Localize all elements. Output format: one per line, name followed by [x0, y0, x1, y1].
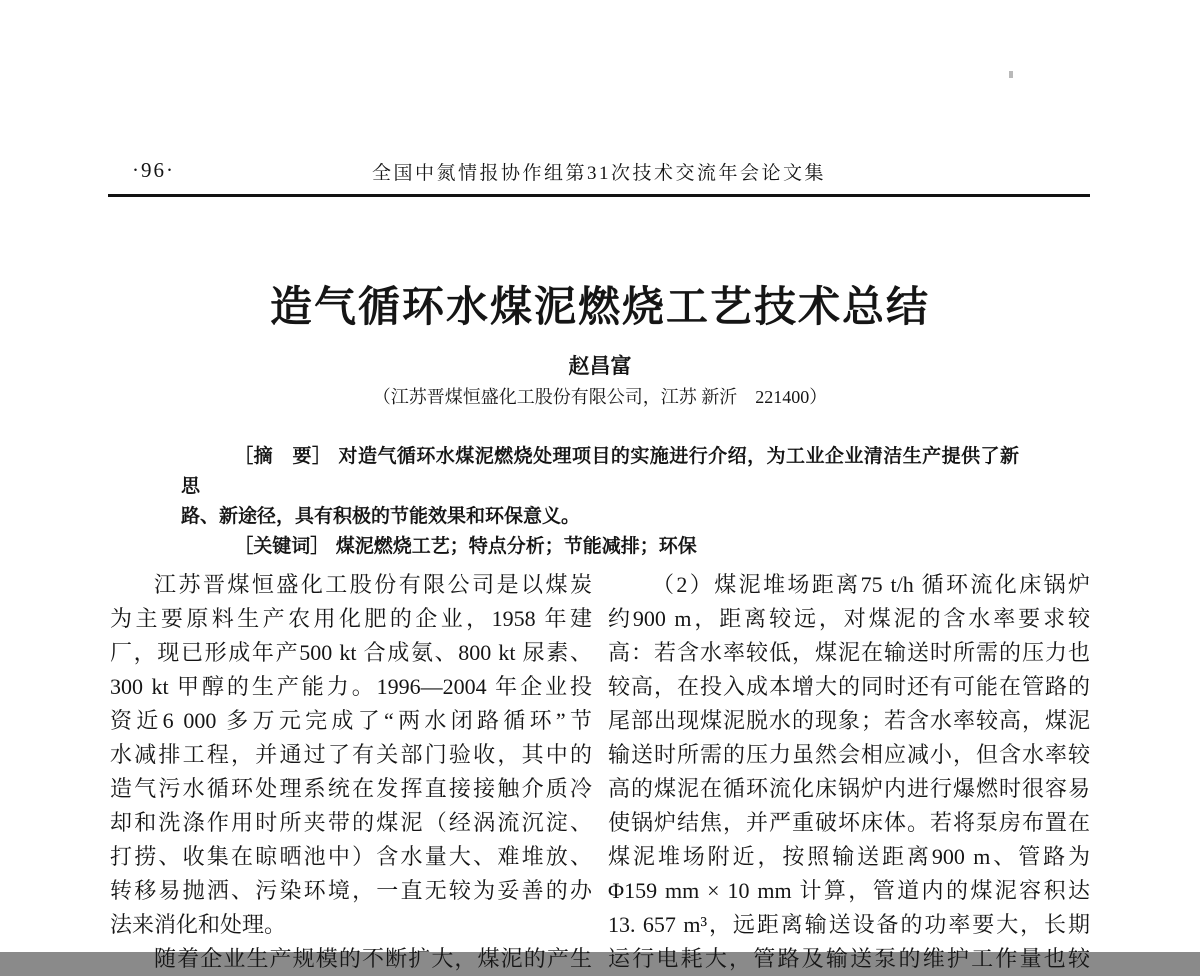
text-line: 13. 657 m³，远距离输送设备的功率要大，长期: [608, 912, 1090, 937]
article-author: 赵昌富: [568, 354, 632, 378]
text-line: 约900 m，距离较远，对煤泥的含水率要求较: [608, 606, 1090, 631]
abstract-line: ［摘 要］ 对造气循环水煤泥燃烧处理项目的实施进行介绍，为工业企业清洁生产提供了新思: [181, 445, 1019, 497]
text-line: 较高，在投入成本增大的同时还有可能在管路的: [608, 674, 1090, 699]
text-line: 江苏晋煤恒盛化工股份有限公司是以煤炭: [154, 572, 592, 597]
text-line: （2）煤泥堆场距离75 t/h 循环流化床锅炉: [652, 572, 1090, 597]
text-line: 却和洗涤作用时所夹带的煤泥（经涡流沉淀、: [110, 810, 592, 835]
text-line: 为主要原料生产农用化肥的企业，1958 年建: [110, 606, 592, 631]
page-number: ·96·: [132, 158, 175, 182]
header-rule: [108, 194, 1090, 197]
text-line: 高的煤泥在循环流化床锅炉内进行爆燃时很容易: [608, 776, 1090, 801]
abstract-line: ［关键词］ 煤泥燃烧工艺；特点分析；节能减排；环保: [234, 535, 697, 557]
text-line: 尾部出现煤泥脱水的现象；若含水率较高，煤泥: [608, 708, 1090, 733]
text-line: 打捞、收集在晾晒池中）含水量大、难堆放、: [110, 844, 592, 869]
abstract-line: 路、新途径，具有积极的节能效果和环保意义。: [181, 505, 581, 527]
body-columns: [110, 568, 1090, 976]
abstract-block: [181, 441, 1019, 561]
text-line: 厂，现已形成年产500 kt 合成氨、800 kt 尿素、: [110, 640, 592, 665]
text-line: 造气污水循环处理系统在发挥直接接触介质冷: [110, 776, 592, 801]
right-column: [608, 568, 1090, 976]
text-line: 法来消化和处理。: [110, 912, 287, 937]
running-head: [108, 156, 1090, 190]
text-line: Φ159 mm × 10 mm 计算，管道内的煤泥容积达: [608, 878, 1090, 903]
text-line: 使锅炉结焦，并严重破坏床体。若将泵房布置在: [608, 810, 1090, 835]
text-line: 转移易抛洒、污染环境，一直无较为妥善的办: [110, 878, 592, 903]
proceedings-title: 全国中氮情报协作组第31次技术交流年会论文集: [371, 163, 826, 184]
text-line: 煤泥堆场附近，按照输送距离900 m、管路为: [608, 844, 1090, 869]
article-affiliation: （江苏晋煤恒盛化工股份有限公司，江苏 新沂 221400）: [372, 387, 828, 407]
text-line: 高：若含水率较低，煤泥在输送时所需的压力也: [608, 640, 1090, 665]
text-line: 输送时所需的压力虽然会相应减小，但含水率较: [608, 742, 1090, 767]
text-line: 资近6 000 多万元完成了“两水闭路循环”节: [110, 708, 592, 733]
scan-speck: [1009, 71, 1013, 78]
text-line: 300 kt 甲醇的生产能力。1996—2004 年企业投: [110, 674, 592, 699]
text-line: 运行电耗大，管路及输送泵的维护工作量也较: [608, 946, 1090, 971]
article-title: 造气循环水煤泥燃烧工艺技术总结: [269, 282, 930, 332]
text-line: 随着企业生产规模的不断扩大，煤泥的产生: [154, 946, 592, 971]
text-line: 水减排工程，并通过了有关部门验收，其中的: [110, 742, 592, 767]
left-column: [110, 568, 592, 976]
